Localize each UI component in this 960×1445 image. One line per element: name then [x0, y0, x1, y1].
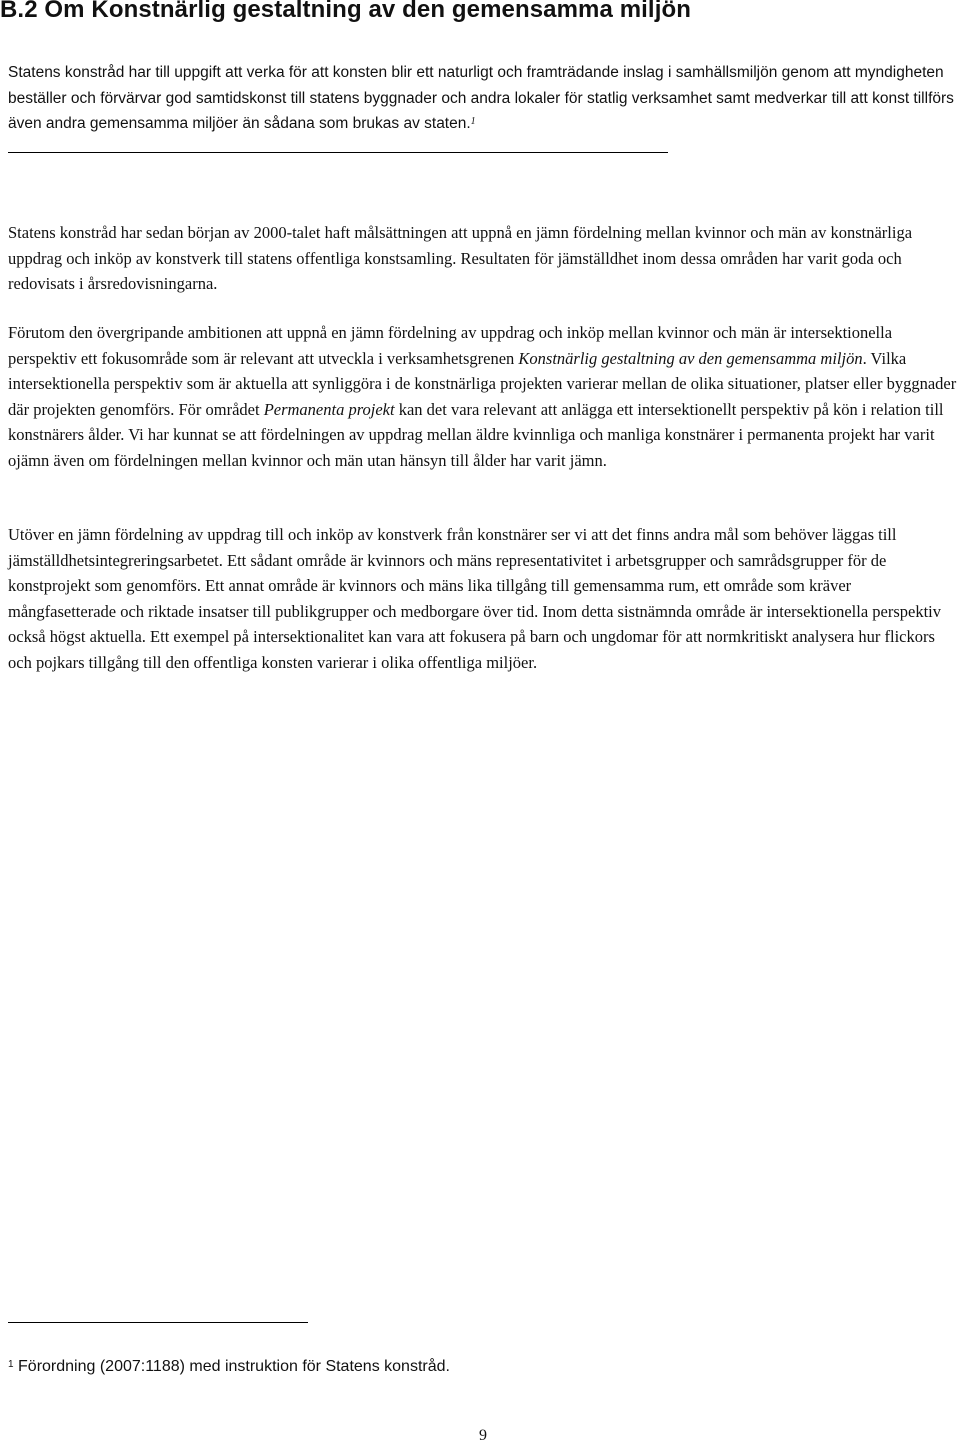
- footnote-text: Förordning (2007:1188) med instruktion för Statens konstråd.: [18, 1358, 450, 1375]
- paragraph2-italic-2: Permanenta projekt: [263, 399, 395, 419]
- intro-text: Statens konstråd har till uppgift att verka för att konsten blir ett naturligt och framträdande inslag i samhällsmiljön genom att myndigheten beställer och förvärvar god samtidskonst till statens byggnader och andra lokaler för statlig verksamhet samt medverkar till att konst tillförs även andra gemensamma miljöer än sådana som brukas av staten.: [8, 64, 954, 132]
- paragraph2-text-1: Förutom den övergripande ambitionen att uppnå en jämn fördelning av uppdrag och inköp mellan kvinnor och män är intersektionella perspektiv ett fokusområde som är relevant att utveckla i verksamhetsgrenen: [8, 323, 893, 368]
- paragraph2-text-3: kan det vara relevant att anlägga ett intersektionellt perspektiv på kön i relation till konstnärers ålder. Vi har kunnat se att fördelningen av uppdrag mellan äldre kvinnliga och manliga konstnärer i permanenta projekt har varit ojämn även om fördelningen mellan kvinnor och män utan hänsyn till ålder har varit jämn.: [8, 399, 944, 470]
- footnote: [8, 1356, 450, 1378]
- paragraph-additional-goals: Utöver en jämn fördelning av uppdrag till och inköp av konstverk från konstnärer ser vi att det finns andra mål som behöver läggas till jämställdhetsintegreringsarbetet. Ett sådant område är kvinnors och mäns representativitet i arbetsgrupper och samrådsgrupper för de konstprojekt som genomförs. Ett annat område är kvinnors och mäns lika tillgång till gemensamma rum, ett område som kräver mångfasetterade och riktade insatser till publikgrupper och medborgare över tid. Inom detta sistnämnda område är intersektionella perspektiv också högst aktuella. Ett exempel på intersektionalitet kan vara att fokusera på barn och ungdomar för att normkritiskt analysera hur flickors och pojkars tillgång till den offentliga konsten varierar i olika offentliga miljöer.: [8, 525, 942, 672]
- separator-rule: [8, 152, 668, 153]
- footnote-separator: [8, 1322, 308, 1323]
- footnote-number: 1: [8, 1359, 14, 1370]
- page-number: 9: [479, 1427, 487, 1444]
- section-heading: B.2 Om Konstnärlig gestaltning av den gemensamma miljön: [0, 0, 691, 23]
- paragraph2-italic-1: Konstnärlig gestaltning av den gemensamma miljön: [518, 348, 863, 368]
- paragraph-gender-distribution: Statens konstråd har sedan början av 2000-talet haft målsättningen att uppnå en jämn fördelning mellan kvinnor och män av konstnärliga uppdrag och inköp av konstverk till statens offentliga konstsamling. Resultaten för jämställdhet inom dessa områden har varit goda och redovisats i årsredovisningarna.: [8, 223, 913, 293]
- footnote-reference: 1: [470, 116, 476, 127]
- paragraph2-text-2: . Vilka intersektionella perspektiv som är aktuella att synliggöra i de konstnärliga projekten varierar mellan de olika situationer, platser eller byggnader där projekten genomförs. För området: [8, 348, 957, 419]
- paragraph-intersectional-perspectives: [8, 320, 958, 473]
- intro-paragraph: [8, 60, 958, 137]
